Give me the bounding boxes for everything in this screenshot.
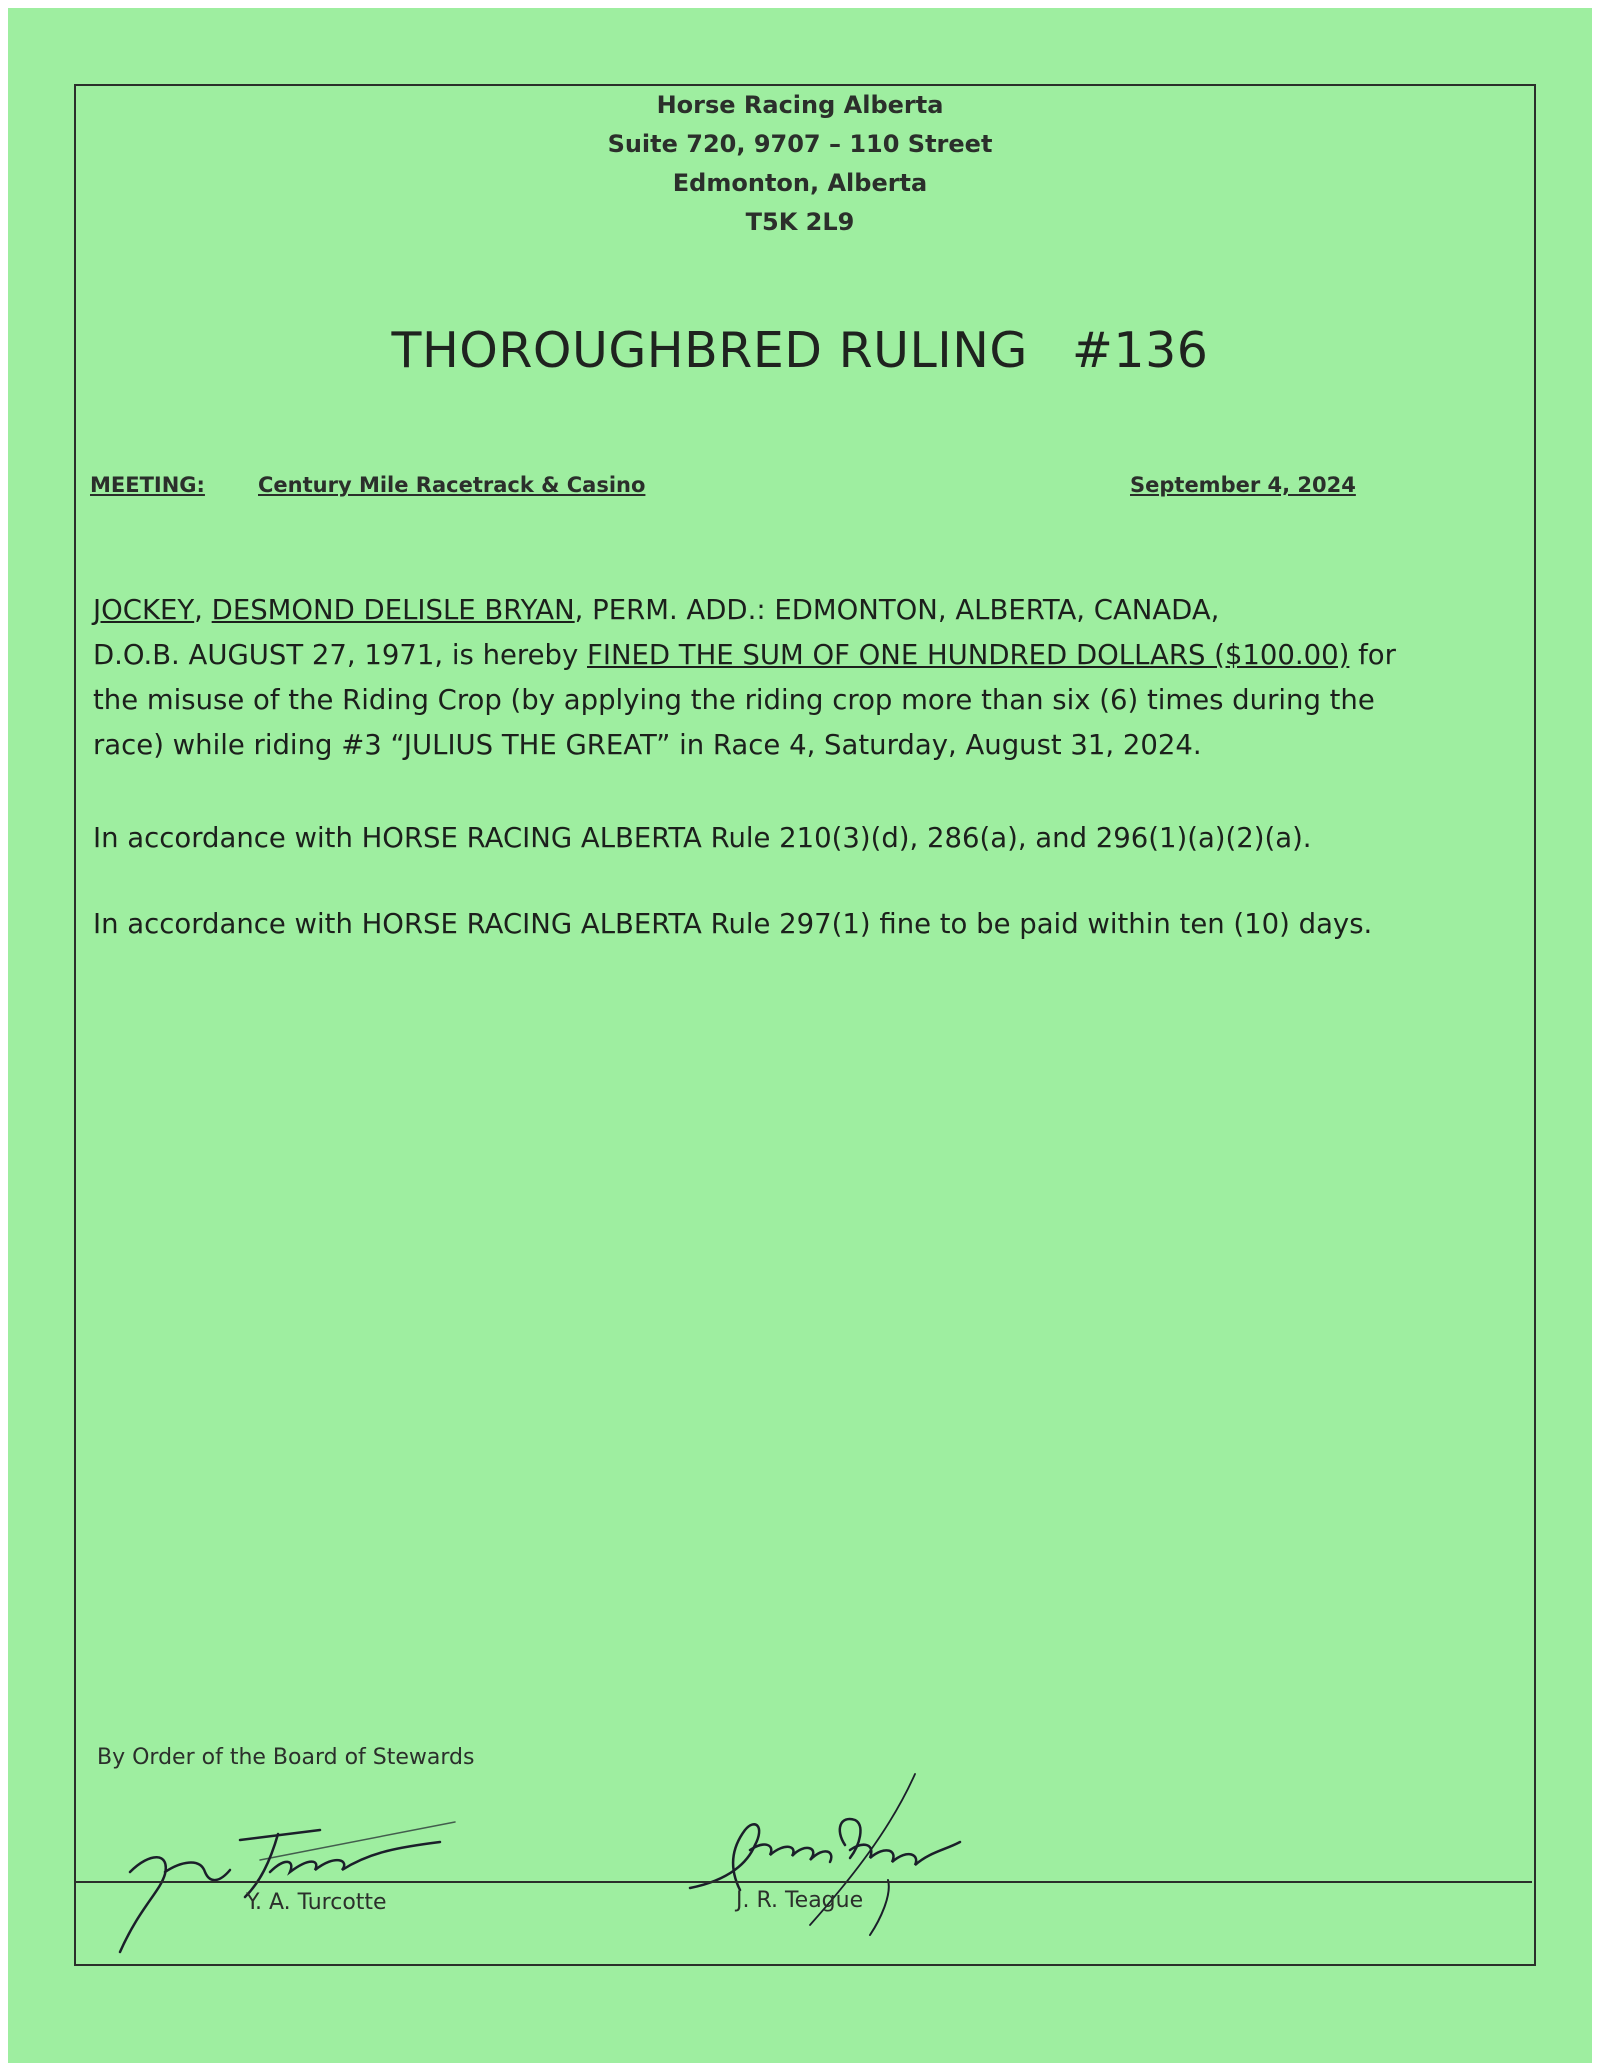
steward-2-name: J. R. Teague <box>736 1888 864 1913</box>
meeting-venue: Century Mile Racetrack & Casino <box>258 473 646 497</box>
jockey-role: JOCKEY <box>93 594 195 626</box>
steward-1-name: Y. A. Turcotte <box>246 1890 387 1915</box>
signature-line <box>76 1881 1532 1883</box>
ruling-number: #136 <box>1071 322 1209 379</box>
order-text: By Order of the Board of Stewards <box>97 1745 475 1770</box>
dob-text: D.O.B. AUGUST 27, 1971, is hereby <box>93 639 588 671</box>
penalty-text: FINED THE SUM OF ONE HUNDRED DOLLARS ($100.00) <box>587 639 1350 671</box>
penalty-suffix: for <box>1349 639 1396 671</box>
jockey-name: DESMOND DELISLE BRYAN <box>211 594 575 626</box>
paragraph-1-line-3: the misuse of the Riding Crop (by applying the riding crop more than six (6) times during the <box>93 684 1375 716</box>
paragraph-1-line-1: JOCKEY, DESMOND DELISLE BRYAN, PERM. ADD.: EDMONTON, ALBERTA, CANADA, <box>93 594 1220 626</box>
ruling-title: THOROUGHBRED RULING <box>391 322 1028 379</box>
jockey-address: , PERM. ADD.: EDMONTON, ALBERTA, CANADA, <box>574 594 1220 626</box>
meeting-date: September 4, 2024 <box>1130 473 1356 497</box>
organization-postal-code: T5K 2L9 <box>745 208 855 236</box>
ruling-paragraph-3: In accordance with HORSE RACING ALBERTA Rule 297(1) fine to be paid within ten (10) days. <box>93 908 1373 940</box>
paragraph-1-line-4: race) while riding #3 “JULIUS THE GREAT” in Race 4, Saturday, August 31, 2024. <box>93 729 1202 761</box>
teague-signature <box>670 1770 970 1940</box>
ruling-paragraph-2: In accordance with HORSE RACING ALBERTA Rule 210(3)(d), 286(a), and 296(1)(a)(2)(a). <box>93 822 1312 854</box>
letterhead <box>0 86 1600 242</box>
paragraph-1-line-2 <box>93 633 1513 678</box>
ruling-paragraph-1 <box>93 588 1513 768</box>
meeting-label: MEETING: <box>90 473 205 497</box>
ruling-title-block <box>0 322 1600 379</box>
organization-address-line1: Suite 720, 9707 – 110 Street <box>607 130 993 158</box>
organization-address-line2: Edmonton, Alberta <box>672 169 928 197</box>
turcotte-signature <box>110 1812 470 1962</box>
organization-name: Horse Racing Alberta <box>656 91 944 119</box>
